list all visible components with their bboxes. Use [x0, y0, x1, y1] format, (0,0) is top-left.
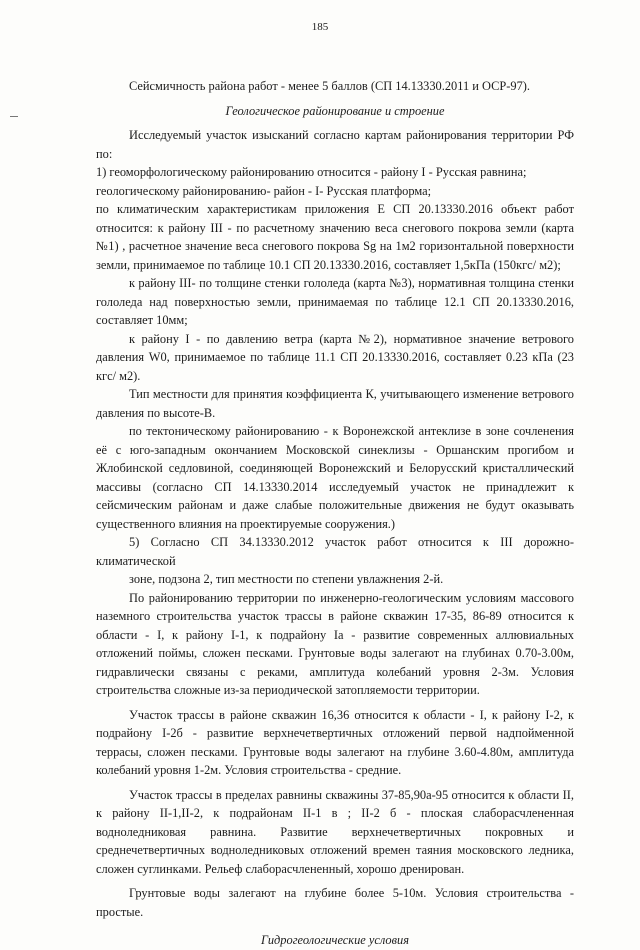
- page-number: 185: [311, 21, 329, 33]
- groundwater-paragraph: Грунтовые воды залегают на глубине более 5-10м. Условия строительства - простые.: [96, 886, 574, 919]
- zone-area-i2-paragraph: Участок трассы в районе скважин 16,36 относится к области - I, к району I-2, к подрайону I-2б - развитие верхнечетвертичных отложений первой надпойменной террасы, сложен песками. Грунтовые воды залегают на глубине 3.60-4.80м, амплитуда колебаний уровня 1-2м. Условия строительства - средние.: [96, 707, 574, 777]
- wind-pressure-paragraph: к району I - по давлению ветра (карта №2), нормативное значение ветрового давления W0, принимаемое по таблице 11.1 СП 20.13330.2016, составляет 0.23 кПа (23 кгс/ м2).: [96, 331, 574, 383]
- terrain-type-paragraph: Тип местности для принятия коэффициента К, учитывающего изменение ветрового давления по высоте-В.: [96, 387, 574, 420]
- geology-item: геологическому районированию- район - I- Русская платформа;: [96, 183, 432, 198]
- tectonics-paragraph: по тектоническому районированию - к Воронежской антеклизе в зоне сочленения её с юго-западным окончанием Московской синеклизы - Оршанским прогибом и Жлобинской седловиной, соединяющей Воронежский и Белорусский кристаллический массивы (согласно СП 14.13330.2014 исследуемый участок не принадлежит к сейсмическим районам и даже слабые положительные движения не будут оказывать существенного влияния на проектируемые сооружения.): [96, 424, 574, 531]
- margin-mark: [10, 116, 18, 117]
- zoning-intro-paragraph: Исследуемый участок изысканий согласно картам районирования территории РФ по:: [96, 128, 574, 161]
- road-climate-paragraph: 5) Согласно СП 34.13330.2012 участок работ относится к III дорожно-климатической: [96, 535, 574, 568]
- zone-area-i1-paragraph: По районированию территории по инженерно-геологическим условиям массового наземного строительства участок трассы в районе скважин 17-35, 86-89 относится к области - I, к району I-1, к подрайону Ia - развитие современных аллювиальных отложений поймы, сложен песками. Грунтовые воды залегают на глубинах 0.70-3.00м, гидравлически связаны с реками, амплитуда колебаний уровня 2-3м. Условия строительства сложные из-за периодической затопляемости территории.: [96, 590, 574, 697]
- seismicity-paragraph: Сейсмичность района работ - менее 5 баллов (СП 14.13330.2011 и ОСР-97).: [129, 79, 530, 93]
- section-heading-hydrogeology: Гидрогеологические условия: [261, 933, 409, 947]
- geomorphology-item: 1) геоморфологическому районированию относится - району I - Русская равнина;: [96, 165, 527, 179]
- section-heading-geology: Геологическое районирование и строение: [225, 103, 445, 118]
- ice-wall-paragraph: к району III- по толщине стенки гололеда (карта №3), нормативная толщина стенки гололеда над поверхностью земли, принимаемая по таблице 12.1 СП 20.13330.2016, составляет 10мм;: [96, 276, 574, 327]
- subzone-paragraph: зоне, подзона 2, тип местности по степени увлажнения 2-й.: [129, 572, 444, 586]
- page-body: [96, 77, 574, 950]
- zone-area-ii-paragraph: Участок трассы в пределах равнины скважины 37-85,90а-95 относится к области II, к району II-1,II-2, к подрайонам II-1 в ; II-2 б - плоская слаборасчлененная водноледниковая равнина. Развитие верхнечетвертичных покровных и среднечетвертичных водноледниковых отложений времен таяния московского ледника, сложен суглинками. Рельеф слаборасчлененный, хорошо дренирован.: [96, 787, 574, 876]
- climate-snow-paragraph: по климатическим характеристикам приложения Е СП 20.13330.2016 объект работ относится: к району III - по расчетному значению веса снегового покрова земли (карта №1) , расчетное значение веса снегового покрова Sg на 1м2 горизонтальной поверхности земли, принимаемое по таблице 10.1 СП 20.13330.2016, составляет 1,5кПа (150кгс/ м2);: [96, 202, 574, 272]
